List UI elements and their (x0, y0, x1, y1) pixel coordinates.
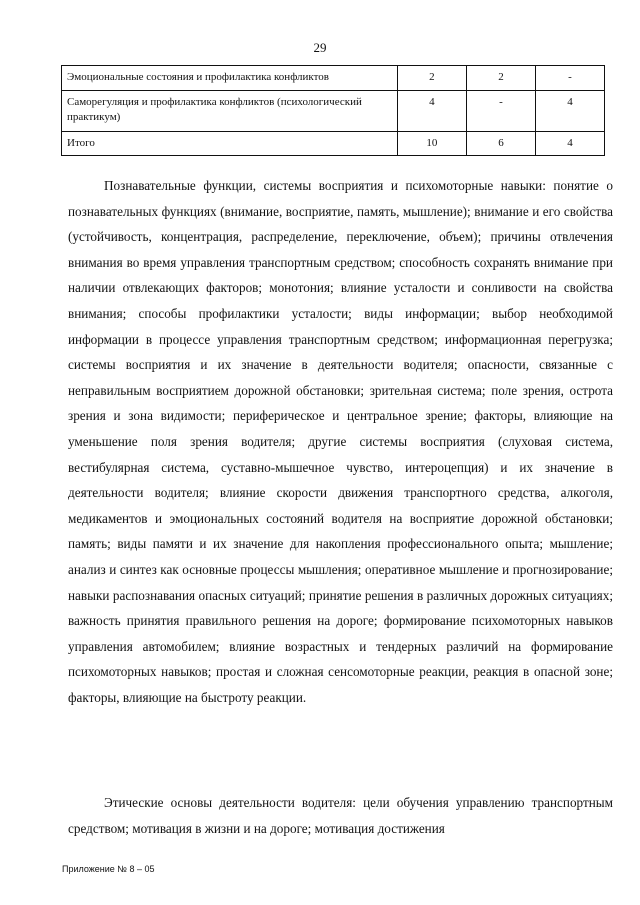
table-cell-value: - (467, 91, 536, 132)
footer-appendix-label: Приложение № 8 – 05 (62, 864, 155, 874)
curriculum-table (61, 65, 605, 156)
table-cell-value: 10 (397, 132, 466, 156)
table-row (62, 132, 605, 156)
table-row (62, 91, 605, 132)
body-paragraph-cognitive-functions: Познавательные функции, системы восприятия и психомоторные навыки: понятие о познавательных функциях (внимание, восприятие, память, мышление); внимание и его свойства (устойчивость, концентрация, распределение, переключение, объем); причины отвлечения внимания во время управления транспортным средством; способность сохранять внимание при наличии отвлекающих факторов; монотония; влияние усталости и сонливости на свойства внимания; способы профилактики усталости; виды информации; выбор необходимой информации в процессе управления транспортным средством; информационная перегрузка; системы восприятия и их значение в деятельности водителя; опасности, связанные с неправильным восприятием дорожной обстановки; зрительная система; поле зрения, острота зрения и зона видимости; периферическое и центральное зрение; факторы, влияющие на уменьшение поля зрения водителя; другие системы восприятия (слуховая система, вестибулярная система, суставно-мышечное чувство, интероцепция) и их значение в деятельности водителя; влияние скорости движения транспортного средства, алкоголя, медикаментов и эмоциональных состояний водителя на восприятие дорожной обстановки; память; виды памяти и их значение для накопления профессионального опыта; мышление; анализ и синтез как основные процессы мышления; оперативное мышление и прогнозирование; навыки распознавания опасных ситуаций; принятие решения в различных дорожных ситуациях; важность принятия правильного решения на дороге; формирование психомоторных навыков управления автомобилем; влияние возрастных и тендерных различий на формирование психомоторных навыков; простая и сложная сенсомоторные реакции, реакция в опасной зоне; факторы, влияющие на быстроту реакции. (68, 178, 613, 705)
table-cell-value: 4 (535, 91, 604, 132)
table-cell-topic: Итого (62, 132, 398, 156)
table-cell-value: 2 (397, 66, 466, 91)
body-paragraph-ethics: Этические основы деятельности водителя: цели обучения управлению транспортным средством; мотивация в жизни и на дороге; мотивация достижения (68, 795, 613, 836)
table-cell-topic: Эмоциональные состояния и профилактика конфликтов (62, 66, 398, 91)
table-cell-value: 4 (535, 132, 604, 156)
table-cell-value: 4 (397, 91, 466, 132)
table-row (62, 66, 605, 91)
table-cell-value: - (535, 66, 604, 91)
table-cell-value: 2 (467, 66, 536, 91)
table-cell-topic: Саморегуляция и профилактика конфликтов (психологический практикум) (62, 91, 398, 132)
table-cell-value: 6 (467, 132, 536, 156)
page-number: 29 (313, 40, 327, 55)
